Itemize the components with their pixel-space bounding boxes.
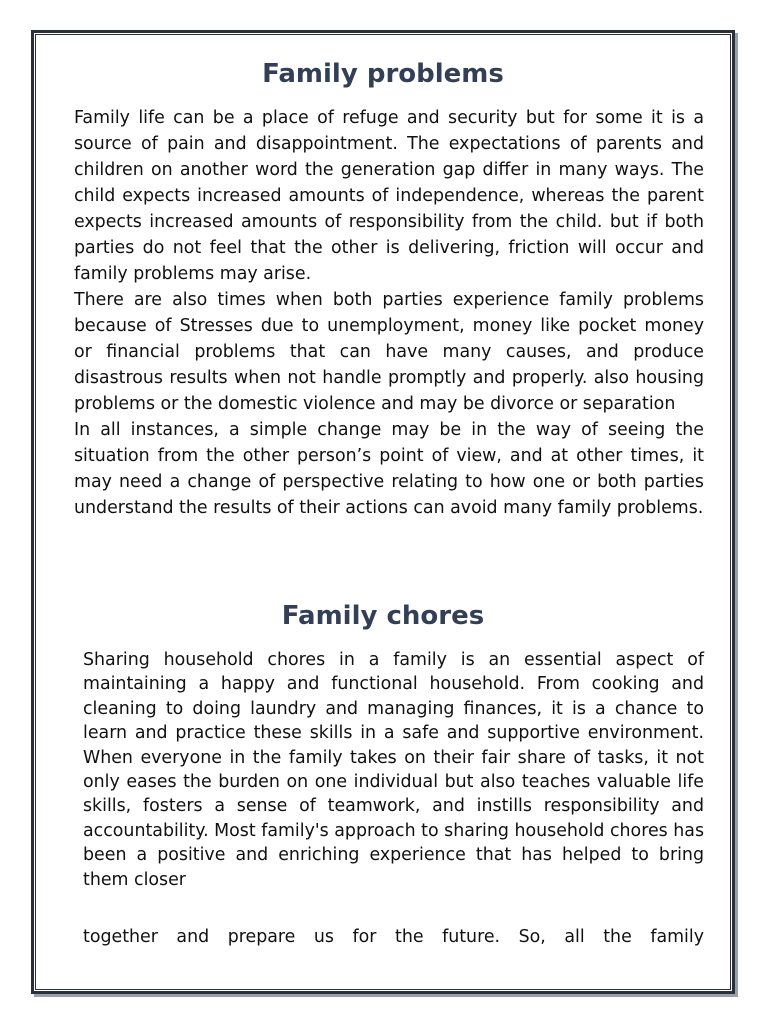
section-title-family-problems: Family problems xyxy=(262,59,504,89)
paragraph: There are also times when both parties experience family problems because of Stresses due to unemployment, money like pocket money or financial problems that can have many causes, and produce disastrous results when not handle promptly and properly. also housing problems or the domestic violence and may be divorce or separation xyxy=(74,290,704,414)
paragraph: Sharing household chores in a family is an essential aspect of maintaining a happy and functional household. From cooking and cleaning to doing laundry and managing finances, it is a chance to learn and practice these skills in a safe and supportive environment. When everyone in the family takes on their fair share of tasks, it not only eases the burden on one individual but also teaches valuable life skills, fosters a sense of teamwork, and instills responsibility and accountability. Most family's approach to sharing household chores has been a positive and enriching experience that has helped to bring them closer xyxy=(83,650,704,890)
page-border-inner xyxy=(35,34,731,990)
section-title-family-chores: Family chores xyxy=(281,601,485,631)
section-body-family-problems xyxy=(74,105,704,521)
section-body-family-chores xyxy=(83,648,704,892)
paragraph: Family life can be a place of refuge and security but for some it is a source of pain and disappointment. The expectations of parents and children on another word the generation gap differ in many ways. The child expects increased amounts of independence, whereas the parent expects increased amounts of responsibility from the child. but if both parties do not feel that the other is delivering, friction will occur and family problems may arise. xyxy=(74,108,704,284)
paragraph-continued-line: together and prepare us for the future. So, all the family xyxy=(83,927,704,947)
paragraph: In all instances, a simple change may be in the way of seeing the situation from the other person’s point of view, and at other times, it may need a change of perspective relating to how one or both parties understand the results of their actions can avoid many family problems. xyxy=(74,420,704,518)
